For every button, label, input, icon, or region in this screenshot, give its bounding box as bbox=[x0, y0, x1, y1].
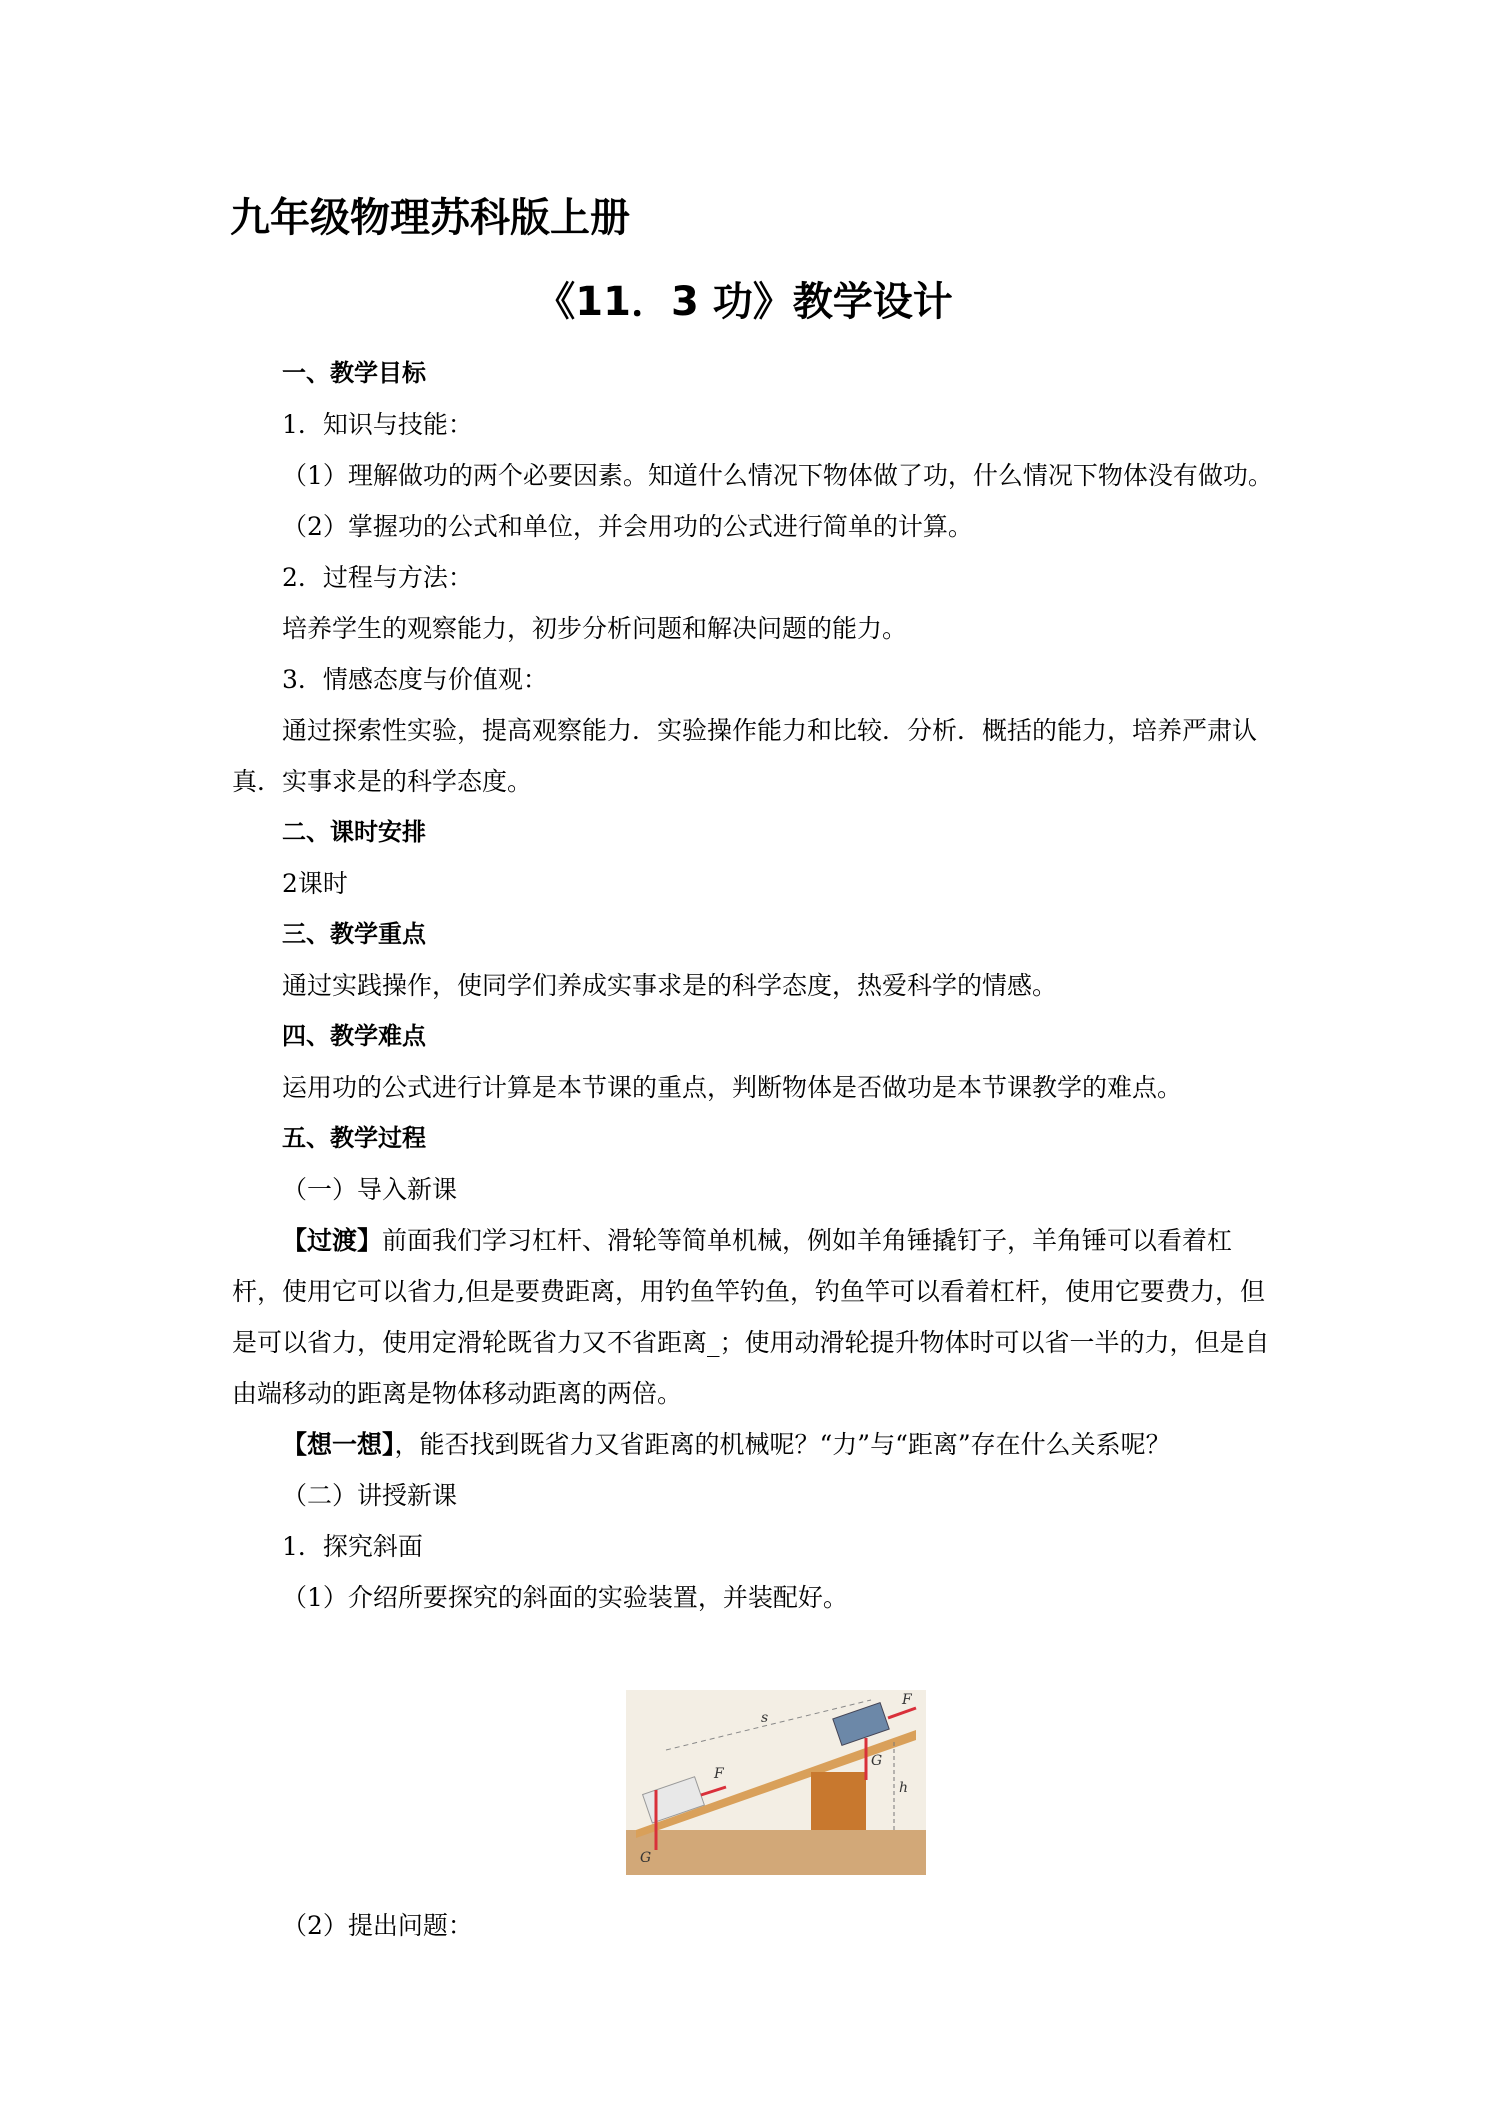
think-text: ，能否找到既省力又省距离的机械呢？“力”与“距离”存在什么关系呢？ bbox=[394, 1430, 1171, 1459]
subsection-process: 2．过程与方法： bbox=[282, 563, 473, 592]
document-subtitle: 《11．3 功》教学设计 bbox=[535, 279, 953, 325]
paragraph-objective-1: （1）理解做功的两个必要因素。知道什么情况下物体做了功，什么情况下物体没有做功。 bbox=[282, 461, 1273, 490]
paragraph-question: （2）提出问题： bbox=[282, 1911, 473, 1940]
label-gravity-left: G bbox=[640, 1850, 652, 1866]
transition-tag: 【过渡】 bbox=[282, 1226, 383, 1255]
paragraph-incline-setup: （1）介绍所要探究的斜面的实验装置，并装配好。 bbox=[282, 1583, 848, 1612]
incline-experiment-figure bbox=[626, 1690, 926, 1875]
paragraph-transition bbox=[232, 1215, 1276, 1419]
section-heading-key-points: 三、教学重点 bbox=[282, 920, 426, 948]
section-heading-process: 五、教学过程 bbox=[282, 1124, 426, 1152]
label-gravity-right: G bbox=[871, 1753, 883, 1769]
label-force-right: F bbox=[902, 1692, 912, 1708]
label-length: s bbox=[761, 1710, 769, 1726]
subsection-intro: （一）导入新课 bbox=[282, 1175, 458, 1204]
section-heading-schedule: 二、课时安排 bbox=[282, 818, 426, 846]
subsection-attitude: 3．情感态度与价值观： bbox=[282, 665, 548, 694]
paragraph-objective-2: （2）掌握功的公式和单位，并会用功的公式进行简单的计算。 bbox=[282, 512, 973, 541]
document-body bbox=[232, 348, 1276, 1623]
support-block bbox=[811, 1772, 866, 1830]
think-tag: 【想一想】 bbox=[282, 1430, 395, 1459]
paragraph-difficulties: 运用功的公式进行计算是本节课的重点，判断物体是否做功是本节课教学的难点。 bbox=[282, 1073, 1183, 1102]
subsection-new-lesson: （二）讲授新课 bbox=[282, 1481, 458, 1510]
paragraph-schedule: 2课时 bbox=[282, 869, 348, 898]
subsection-knowledge: 1．知识与技能： bbox=[282, 410, 473, 439]
section-heading-difficulties: 四、教学难点 bbox=[282, 1022, 426, 1050]
paragraph-key-points: 通过实践操作，使同学们养成实事求是的科学态度，热爱科学的情感。 bbox=[282, 971, 1058, 1000]
paragraph-process: 培养学生的观察能力，初步分析问题和解决问题的能力。 bbox=[282, 614, 908, 643]
paragraph-attitude: 通过探索性实验，提高观察能力．实验操作能力和比较．分析．概括的能力，培养严肃认真．实事求是的科学态度。 bbox=[232, 716, 1258, 796]
ground bbox=[626, 1830, 926, 1875]
item-incline: 1．探究斜面 bbox=[282, 1532, 423, 1561]
label-height: h bbox=[899, 1780, 909, 1796]
label-force-left: F bbox=[714, 1766, 724, 1782]
paragraph-think bbox=[232, 1419, 1276, 1470]
section-heading-objectives: 一、教学目标 bbox=[282, 359, 426, 387]
document-title: 九年级物理苏科版上册 bbox=[230, 195, 630, 241]
transition-text: 前面我们学习杠杆、滑轮等简单机械，例如羊角锤撬钉子，羊角锤可以看着杠杆，使用它可以省力,但是要费距离，用钓鱼竿钓鱼，钓鱼竿可以看着杠杆，使用它要费力，但是可以省力，使用定滑轮既省力又不省距离_；使用动滑轮提升物体时可以省一半的力，但是自由端移动的距离是物体移动距离的两倍。 bbox=[232, 1226, 1270, 1408]
